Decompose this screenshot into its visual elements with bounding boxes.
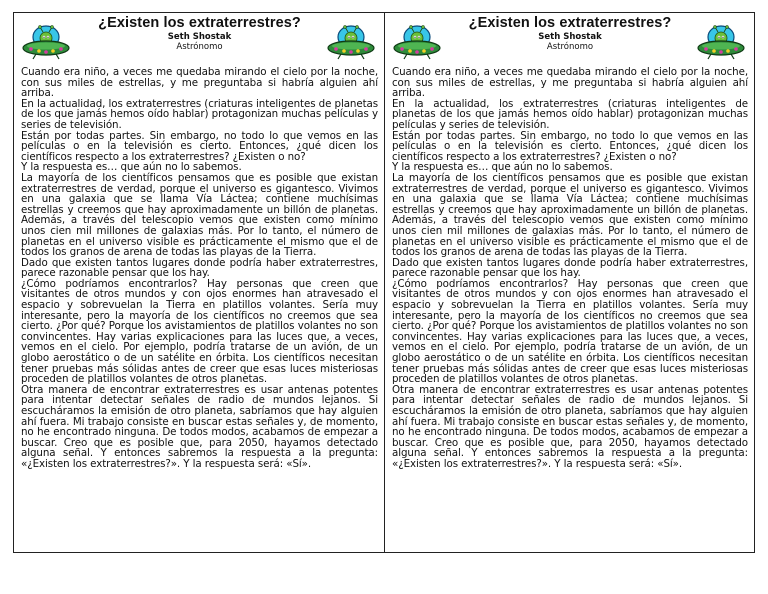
article-column-left	[14, 13, 384, 552]
paragraph: Cuando era niño, a veces me quedaba mirando el cielo por la noche, con sus miles de estrellas, y me preguntaba si habría alguien ahí arriba.	[392, 66, 748, 100]
article-header	[392, 15, 748, 67]
paragraph: ¿Cómo podríamos encontrarlos? Hay personas que creen que visitantes de otros mundos y con ojos enormes han atravesado el espacio y sobrevuelan la Tierra en platillos volantes. Sería muy interesante, pero la mayoría de los científicos no creemos que sea cierto. ¿Por qué? Porque los avistamientos de platillos volantes no son convincentes. Hay varias explicaciones para las luces que, a veces, vemos en el cielo. Por ejemplo, podría tratarse de un avión, de un globo aerostático o de un satélite en órbita. Los científicos necesitan tener pruebas más sólidas antes de creer que esas luces misteriosas proceden de platillos volantes de otros planetas.	[392, 277, 748, 386]
paragraph: ¿Cómo podríamos encontrarlos? Hay personas que creen que visitantes de otros mundos y con ojos enormes han atravesado el espacio y sobrevuelan la Tierra en platillos volantes. Sería muy interesante, pero la mayoría de los científicos no creemos que sea cierto. ¿Por qué? Porque los avistamientos de platillos volantes no son convincentes. Hay varias explicaciones para las luces que, a veces, vemos en el cielo. Por ejemplo, podría tratarse de un avión, de un globo aerostático o de un satélite en órbita. Los científicos necesitan tener pruebas más sólidas antes de creer que esas luces misteriosas proceden de platillos volantes de otros planetas.	[21, 277, 378, 386]
ufo-alien-icon	[326, 21, 376, 61]
handout-sheet	[13, 12, 755, 553]
paragraph: La mayoría de los científicos pensamos que es posible que existan extraterrestres de verdad, porque el universo es gigantesco. Vivimos en una galaxia que se llama Vía Láctea; contiene muchísimas estrellas y creemos que hay aproximadamente un billón de planetas. Además, a través del telescopio vemos que existen como mínimo unos cien mil millones de galaxias más. Por lo tanto, el número de planetas en el universo visible es prácticamente el mismo que el de todos los granos de arena de todas las playas de la Tierra.	[392, 171, 748, 259]
article-column-right	[384, 13, 754, 552]
paragraph: La mayoría de los científicos pensamos que es posible que existan extraterrestres de verdad, porque el universo es gigantesco. Vivimos en una galaxia que se llama Vía Láctea; contiene muchísimas estrellas y creemos que hay aproximadamente un billón de planetas. Además, a través del telescopio vemos que existen como mínimo unos cien mil millones de galaxias más. Por lo tanto, el número de planetas en el universo visible es prácticamente el mismo que el de todos los granos de arena de todas las playas de la Tierra.	[21, 171, 378, 259]
author-role: Astrónomo	[546, 42, 594, 52]
article-body	[21, 67, 378, 470]
author-role: Astrónomo	[176, 42, 223, 52]
paragraph: Y la respuesta es… que aún no lo sabemos.	[392, 161, 613, 174]
paragraph: Están por todas partes. Sin embargo, no todo lo que vemos en las películas o en la televisión es cierto. Entonces, ¿qué dicen los científicos respecto a los extraterrestres? ¿Existen o no?	[392, 129, 748, 163]
article-author: Seth Shostak	[538, 32, 602, 42]
ufo-alien-icon	[696, 21, 746, 61]
paragraph: Otra manera de encontrar extraterrestres es usar antenas potentes para intentar detectar señales de radio de mundos lejanos. Si escucháramos la emisión de otro planeta, sabríamos que hay alguien ahí fuera. Mi trabajo consiste en buscar estas señales y, de momento, no he encontrado ninguna. De todos modos, acabamos de empezar a buscar. Creo que es posible que, para 2050, hayamos detectado alguna señal. Y entonces sabremos la respuesta a la pregunta: «¿Existen los extraterrestres?». Y la respuesta será: «Sí».	[21, 383, 378, 470]
article-author: Seth Shostak	[167, 32, 232, 42]
article-body	[392, 67, 748, 470]
article-header	[21, 15, 378, 67]
paragraph: Y la respuesta es… que aún no lo sabemos.	[21, 161, 242, 174]
paragraph: Están por todas partes. Sin embargo, no todo lo que vemos en las películas o en la televisión es cierto. Entonces, ¿qué dicen los científicos respecto a los extraterrestres? ¿Existen o no?	[21, 129, 378, 163]
paragraph: Dado que existen tantos lugares donde podría haber extraterrestres, parece razonable pensar que los hay.	[392, 256, 748, 280]
ufo-alien-icon	[21, 21, 71, 61]
paragraph: Otra manera de encontrar extraterrestres es usar antenas potentes para intentar detectar señales de radio de mundos lejanos. Si escucháramos la emisión de otro planeta, sabríamos que hay alguien ahí fuera. Mi trabajo consiste en buscar estas señales y, de momento, no he encontrado ninguna. De todos modos, acabamos de empezar a buscar. Creo que es posible que, para 2050, hayamos detectado alguna señal. Y entonces sabremos la respuesta a la pregunta: «¿Existen los extraterrestres?». Y la respuesta será: «Sí».	[392, 383, 748, 470]
article-title: ¿Existen los extraterrestres?	[468, 15, 672, 31]
paragraph: En la actualidad, los extraterrestres (criaturas inteligentes de planetas de los que jamás hemos oído hablar) protagonizan muchas películas y series de televisión.	[21, 97, 378, 131]
paragraph: En la actualidad, los extraterrestres (criaturas inteligentes de planetas de los que jamás hemos oído hablar) protagonizan muchas películas y series de televisión.	[392, 97, 748, 131]
article-title: ¿Existen los extraterrestres?	[98, 15, 301, 31]
ufo-alien-icon	[392, 21, 442, 61]
paragraph: Cuando era niño, a veces me quedaba mirando el cielo por la noche, con sus miles de estrellas, y me preguntaba si habría alguien ahí arriba.	[21, 66, 378, 100]
paragraph: Dado que existen tantos lugares donde podría haber extraterrestres, parece razonable pensar que los hay.	[21, 256, 378, 280]
